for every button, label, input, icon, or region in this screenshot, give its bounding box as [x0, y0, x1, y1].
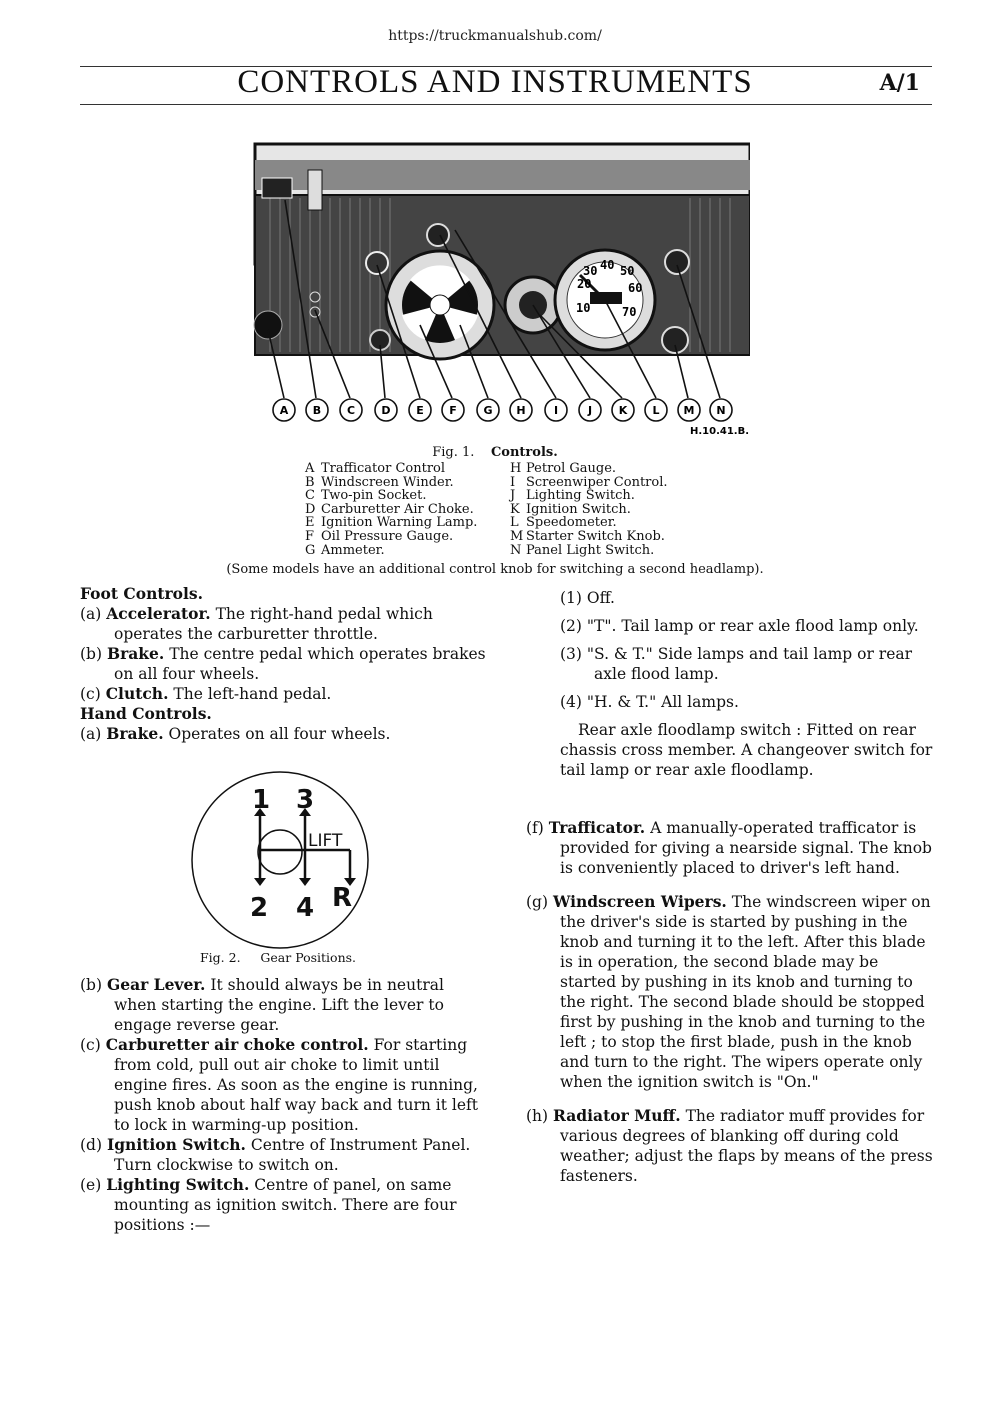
wiper-knob-icon — [427, 224, 449, 246]
paragraph: (b) Brake. The centre pedal which operates brakes on all four wheels. — [80, 644, 486, 683]
callout-b-label: B — [312, 404, 322, 417]
paragraph: (c) Carburetter air choke control. For starting from cold, pull out air choke to limit until engine fires. As soon as the engine is running, push knob about half way back and turn it left to lock in warming-up position. — [80, 1035, 478, 1134]
legend-item: B Windscreen Winder. — [305, 474, 454, 490]
callout-l-label: L — [652, 404, 660, 417]
callout-n-label: N — [716, 404, 726, 417]
legend-item: G Ammeter. — [305, 542, 385, 558]
paragraph: (e) Lighting Switch. Centre of panel, on same mounting as ignition switch. There are four positions :— — [80, 1175, 457, 1234]
paragraph: (c) Clutch. The left-hand pedal. — [80, 684, 332, 703]
callout-h-label: H — [516, 404, 526, 417]
callout-j-label: J — [587, 404, 593, 417]
legend-item: D Carburetter Air Choke. — [305, 501, 474, 517]
legend-item: N Panel Light Switch. — [510, 542, 655, 558]
source-url[interactable]: https://truckmanualshub.com/ — [388, 28, 602, 44]
speedo-number: 50 — [620, 264, 635, 278]
callout-c-label: C — [346, 404, 356, 417]
gear-1-label: 1 — [252, 785, 271, 815]
legend-left — [305, 462, 477, 557]
legend-item: F Oil Pressure Gauge. — [305, 528, 454, 544]
legend-item: I Screenwiper Control. — [510, 474, 668, 490]
paragraph: (f) Trafficator. A manually-operated trafficator is provided for giving a nearside signal. The knob is conveniently placed to driver's left hand. — [526, 818, 932, 877]
figure2-caption: Fig. 2. Gear Positions. — [200, 950, 357, 965]
figure1-caption — [0, 445, 990, 460]
dashboard-lower-rail — [255, 160, 750, 190]
paragraph: Rear axle floodlamp switch : Fitted on rear chassis cross member. A changeover switch for tail lamp or rear axle floodlamp. — [560, 721, 933, 779]
speedo-number: 20 — [577, 277, 592, 291]
page-number: A/1 — [879, 70, 920, 96]
gear-knob-icon — [258, 830, 302, 874]
paragraph: (3) "S. & T." Side lamps and tail lamp or rear axle flood lamp. — [560, 645, 913, 683]
left-column-lower — [80, 975, 490, 1235]
left-column — [80, 584, 490, 744]
speedo-number: 40 — [600, 258, 615, 272]
legend-item: H Petrol Gauge. — [510, 461, 617, 476]
trafficator-lever — [262, 178, 292, 198]
paragraph: (a) Accelerator. The right-hand pedal which operates the carburetter throttle. — [80, 604, 433, 643]
legend-item: A Trafficator Control — [305, 461, 446, 476]
page-title: CONTROLS AND INSTRUMENTS — [237, 64, 753, 100]
gear-3-label: 3 — [296, 785, 315, 815]
legend-item: K Ignition Switch. — [510, 501, 631, 517]
header-rule-bottom — [80, 104, 932, 105]
gear-reverse-label: R — [332, 883, 353, 913]
legend-item: C Two-pin Socket. — [305, 488, 427, 504]
legend-item: M Starter Switch Knob. — [510, 528, 665, 544]
paragraph: (a) Brake. Operates on all four wheels. — [80, 724, 391, 743]
callout-g-label: G — [483, 404, 493, 417]
choke-knob-icon — [366, 252, 388, 274]
dashboard-figure — [250, 140, 750, 440]
legend-item: J Lighting Switch. — [510, 488, 635, 504]
speedo-number: 10 — [576, 301, 591, 315]
paragraph: (1) Off. — [560, 589, 615, 607]
paragraph: (g) Windscreen Wipers. The windscreen wiper on the driver's side is started by pushing in the knob and turning it to the left. After this blade is in operation, the second blade may be started by pushing in its knob and turning to the right. The second blade should be stopped first by pushing in the knob and turning to the left ; to stop the first blade, push in the knob and turn to the right. The wipers operate only when the ignition switch is "On." — [526, 892, 931, 1091]
callout-m-label: M — [683, 404, 695, 417]
starter-knob-icon — [662, 327, 688, 353]
figure1-title: Controls. — [490, 445, 558, 460]
gear-2-label: 2 — [250, 893, 269, 923]
speedo-number: 60 — [628, 281, 643, 295]
panel-light-switch-icon — [665, 250, 689, 274]
figure1-number: Fig. 1. — [432, 445, 475, 460]
paragraph: (2) "T". Tail lamp or rear axle flood lamp only. — [560, 617, 919, 635]
callout-a-label: A — [279, 404, 289, 417]
paragraph: (b) Gear Lever. It should always be in neutral when starting the engine. Lift the lever to engage reverse gear. — [80, 975, 444, 1034]
windscreen-winder-icon — [254, 311, 282, 339]
speedo-number: 70 — [622, 305, 637, 319]
paragraph: (h) Radiator Muff. The radiator muff provides for various degrees of blanking off during cold weather; adjust the flaps by means of the press fasteners. — [526, 1106, 933, 1185]
gear-lift-label: LIFT — [308, 831, 343, 851]
callout-f-label: F — [449, 404, 457, 417]
callout-k-label: K — [618, 404, 628, 417]
right-column — [560, 588, 934, 794]
callout-e-label: E — [416, 404, 424, 417]
paragraph: (4) "H. & T." All lamps. — [560, 693, 739, 711]
gear-4-label: 4 — [296, 893, 315, 923]
legend-item: L Speedometer. — [510, 515, 617, 531]
section-heading: Hand Controls. — [80, 704, 212, 723]
trafficator-knob — [308, 170, 322, 210]
gear-positions-figure — [190, 770, 370, 950]
right-column-lower — [526, 818, 934, 1186]
section-heading: Foot Controls. — [80, 584, 204, 603]
callout-d-label: D — [381, 404, 391, 417]
figure1-note: (Some models have an additional control knob for switching a second headlamp). — [226, 562, 764, 577]
legend-right — [510, 462, 668, 557]
figure-ref: H.10.41.B. — [690, 426, 750, 437]
legend-item: E Ignition Warning Lamp. — [305, 515, 478, 531]
callout-i-label: I — [553, 404, 559, 417]
speedo-number: 30 — [583, 264, 598, 278]
paragraph: (d) Ignition Switch. Centre of Instrument Panel. Turn clockwise to switch on. — [80, 1135, 471, 1174]
gauge-hub — [430, 295, 450, 315]
